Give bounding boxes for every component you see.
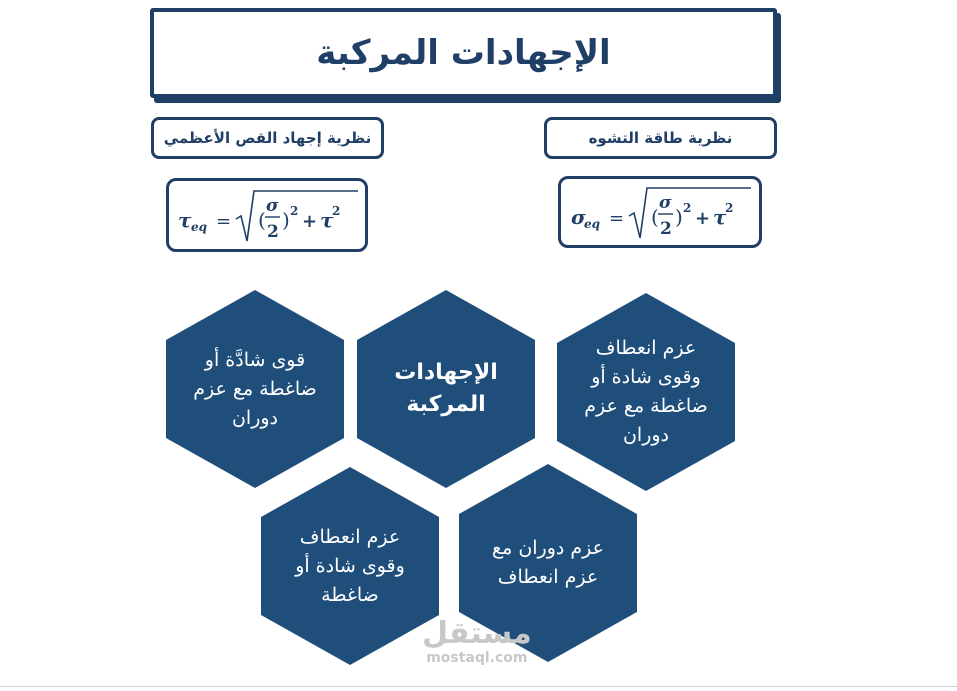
svg-text:=: = [216,211,232,232]
hexagon-top-left [166,290,344,488]
right-formula-box [558,176,762,248]
svg-text:(: ( [258,208,266,232]
svg-text:τ: τ [320,208,334,232]
svg-text:2: 2 [290,204,299,218]
svg-text:2: 2 [725,201,734,215]
hexagon-bottom-left [261,467,439,665]
right-theory-label-text: نظرية طاقة التشوه [588,129,733,147]
left-formula [172,183,362,247]
svg-text:σ: σ [571,205,586,229]
svg-text:τ: τ [178,208,192,232]
watermark-latin: mostaql.com [426,650,528,666]
svg-text:): ) [282,208,290,232]
watermark [422,618,532,666]
diagram-title: الإجهادات المركبة [316,33,611,73]
svg-text:σ: σ [659,193,672,213]
svg-text:2: 2 [683,201,692,215]
svg-text:2: 2 [267,222,279,242]
svg-text:): ) [675,205,683,229]
svg-text:τ: τ [713,205,727,229]
svg-text:2: 2 [332,204,341,218]
left-formula-box [166,178,368,252]
svg-text:=: = [609,208,625,229]
svg-text:eq: eq [191,220,208,234]
svg-text:σ: σ [266,196,279,216]
hexagon-top-right-text: عزم انعطاف وقوى شادة أو ضاغطة مع عزم دوران [584,337,708,446]
svg-text:+: + [302,211,318,232]
svg-text:(: ( [651,205,659,229]
watermark-arabic: مستقل [422,616,532,651]
svg-text:eq: eq [584,217,601,231]
svg-text:2: 2 [660,219,672,239]
right-theory-label [544,117,777,159]
hexagon-bottom-right-text: عزم دوران مع عزم انعطاف [492,537,604,588]
right-formula [565,180,755,244]
title-box [150,8,777,98]
hexagon-center-text: الإجهادات المركبة [394,360,498,417]
left-theory-label [151,117,384,159]
hexagon-bottom-left-text: عزم انعطاف وقوى شادة أو ضاغطة [295,525,405,606]
left-theory-label-text: نظرية إجهاد القص الأعظمي [163,129,372,147]
svg-text:+: + [695,208,711,229]
hexagon-top-right [557,293,735,491]
hexagon-top-left-text: قوى شادَّة أو ضاغطة مع عزم دوران [193,348,317,429]
bottom-divider [0,686,957,687]
hexagon-center [357,290,535,488]
